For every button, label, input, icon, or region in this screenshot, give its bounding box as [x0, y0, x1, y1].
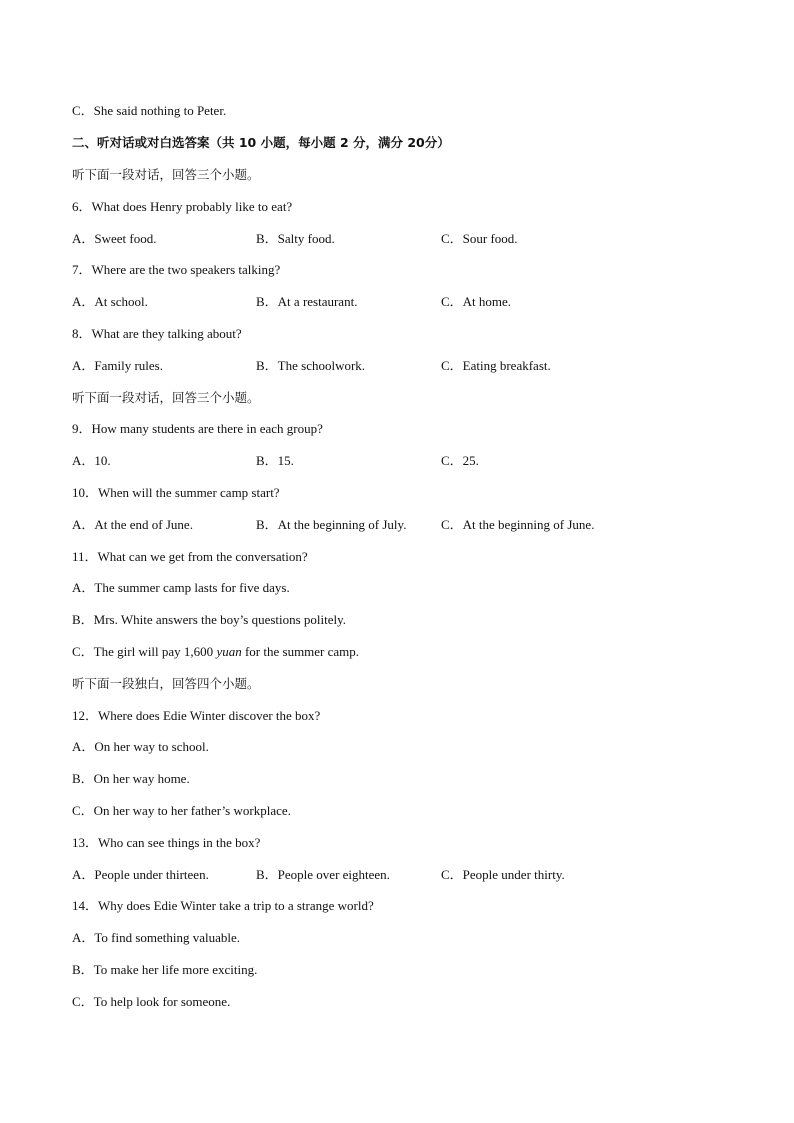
option-a: A．At school.	[72, 294, 148, 309]
option-c: C．At the beginning of June.	[441, 517, 595, 532]
option-a: A．10.	[72, 453, 111, 468]
question-12-option-a: A．On her way to school.	[72, 739, 209, 754]
previous-option-c: C．She said nothing to Peter.	[72, 103, 227, 118]
option-b: B．At a restaurant.	[256, 294, 358, 309]
instruction-dialogue-1: 听下面一段对话，回答三个小题。	[72, 167, 260, 182]
question-11: 11．What can we get from the conversation?	[72, 549, 308, 564]
question-13: 13．Who can see things in the box?	[72, 835, 261, 850]
instruction-monologue: 听下面一段独白，回答四个小题。	[72, 676, 260, 691]
option-b: B．At the beginning of July.	[256, 517, 407, 532]
question-11-option-b: B．Mrs. White answers the boy’s questions politely.	[72, 612, 347, 627]
question-12: 12．Where does Edie Winter discover the box?	[72, 708, 321, 723]
question-7: 7．Where are the two speakers talking?	[72, 262, 281, 277]
question-9: 9．How many students are there in each group?	[72, 421, 323, 436]
question-14-option-b: B．To make her life more exciting.	[72, 962, 258, 977]
question-6-options	[72, 231, 692, 247]
question-13-options	[72, 867, 692, 883]
question-11-option-a: A．The summer camp lasts for five days.	[72, 580, 290, 595]
option-b: B．People over eighteen.	[256, 867, 390, 882]
option-c: C．At home.	[441, 294, 512, 309]
question-11-option-c	[72, 644, 359, 660]
option-c: C．People under thirty.	[441, 867, 565, 882]
instruction-dialogue-2: 听下面一段对话，回答三个小题。	[72, 390, 260, 405]
question-10: 10．When will the summer camp start?	[72, 485, 280, 500]
option-b: B．15.	[256, 453, 294, 468]
option-c-suffix: for the summer camp.	[241, 644, 360, 659]
option-b: B．Salty food.	[256, 231, 335, 246]
question-6: 6．What does Henry probably like to eat?	[72, 199, 293, 214]
option-c-prefix: C．The girl will pay 1,600	[72, 644, 217, 659]
option-c: C．25.	[441, 453, 479, 468]
question-12-option-b: B．On her way home.	[72, 771, 190, 786]
question-9-options	[72, 453, 692, 469]
option-a: A．Sweet food.	[72, 231, 157, 246]
question-12-option-c: C．On her way to her father’s workplace.	[72, 803, 291, 818]
question-10-options	[72, 517, 692, 533]
option-b: B．The schoolwork.	[256, 358, 366, 373]
option-a: A．At the end of June.	[72, 517, 193, 532]
question-8: 8．What are they talking about?	[72, 326, 242, 341]
section-title: 二、听对话或对白选答案（共 10 小题，每小题 2 分，满分 20分）	[72, 135, 450, 150]
question-7-options	[72, 294, 692, 310]
question-8-options	[72, 358, 692, 374]
question-14: 14．Why does Edie Winter take a trip to a strange world?	[72, 898, 374, 913]
question-14-option-a: A．To find something valuable.	[72, 930, 241, 945]
option-c-italic-word: yuan	[216, 644, 242, 659]
question-14-option-c: C．To help look for someone.	[72, 994, 231, 1009]
option-a: A．People under thirteen.	[72, 867, 209, 882]
option-c: C．Sour food.	[441, 231, 518, 246]
option-a: A．Family rules.	[72, 358, 163, 373]
option-c: C．Eating breakfast.	[441, 358, 551, 373]
